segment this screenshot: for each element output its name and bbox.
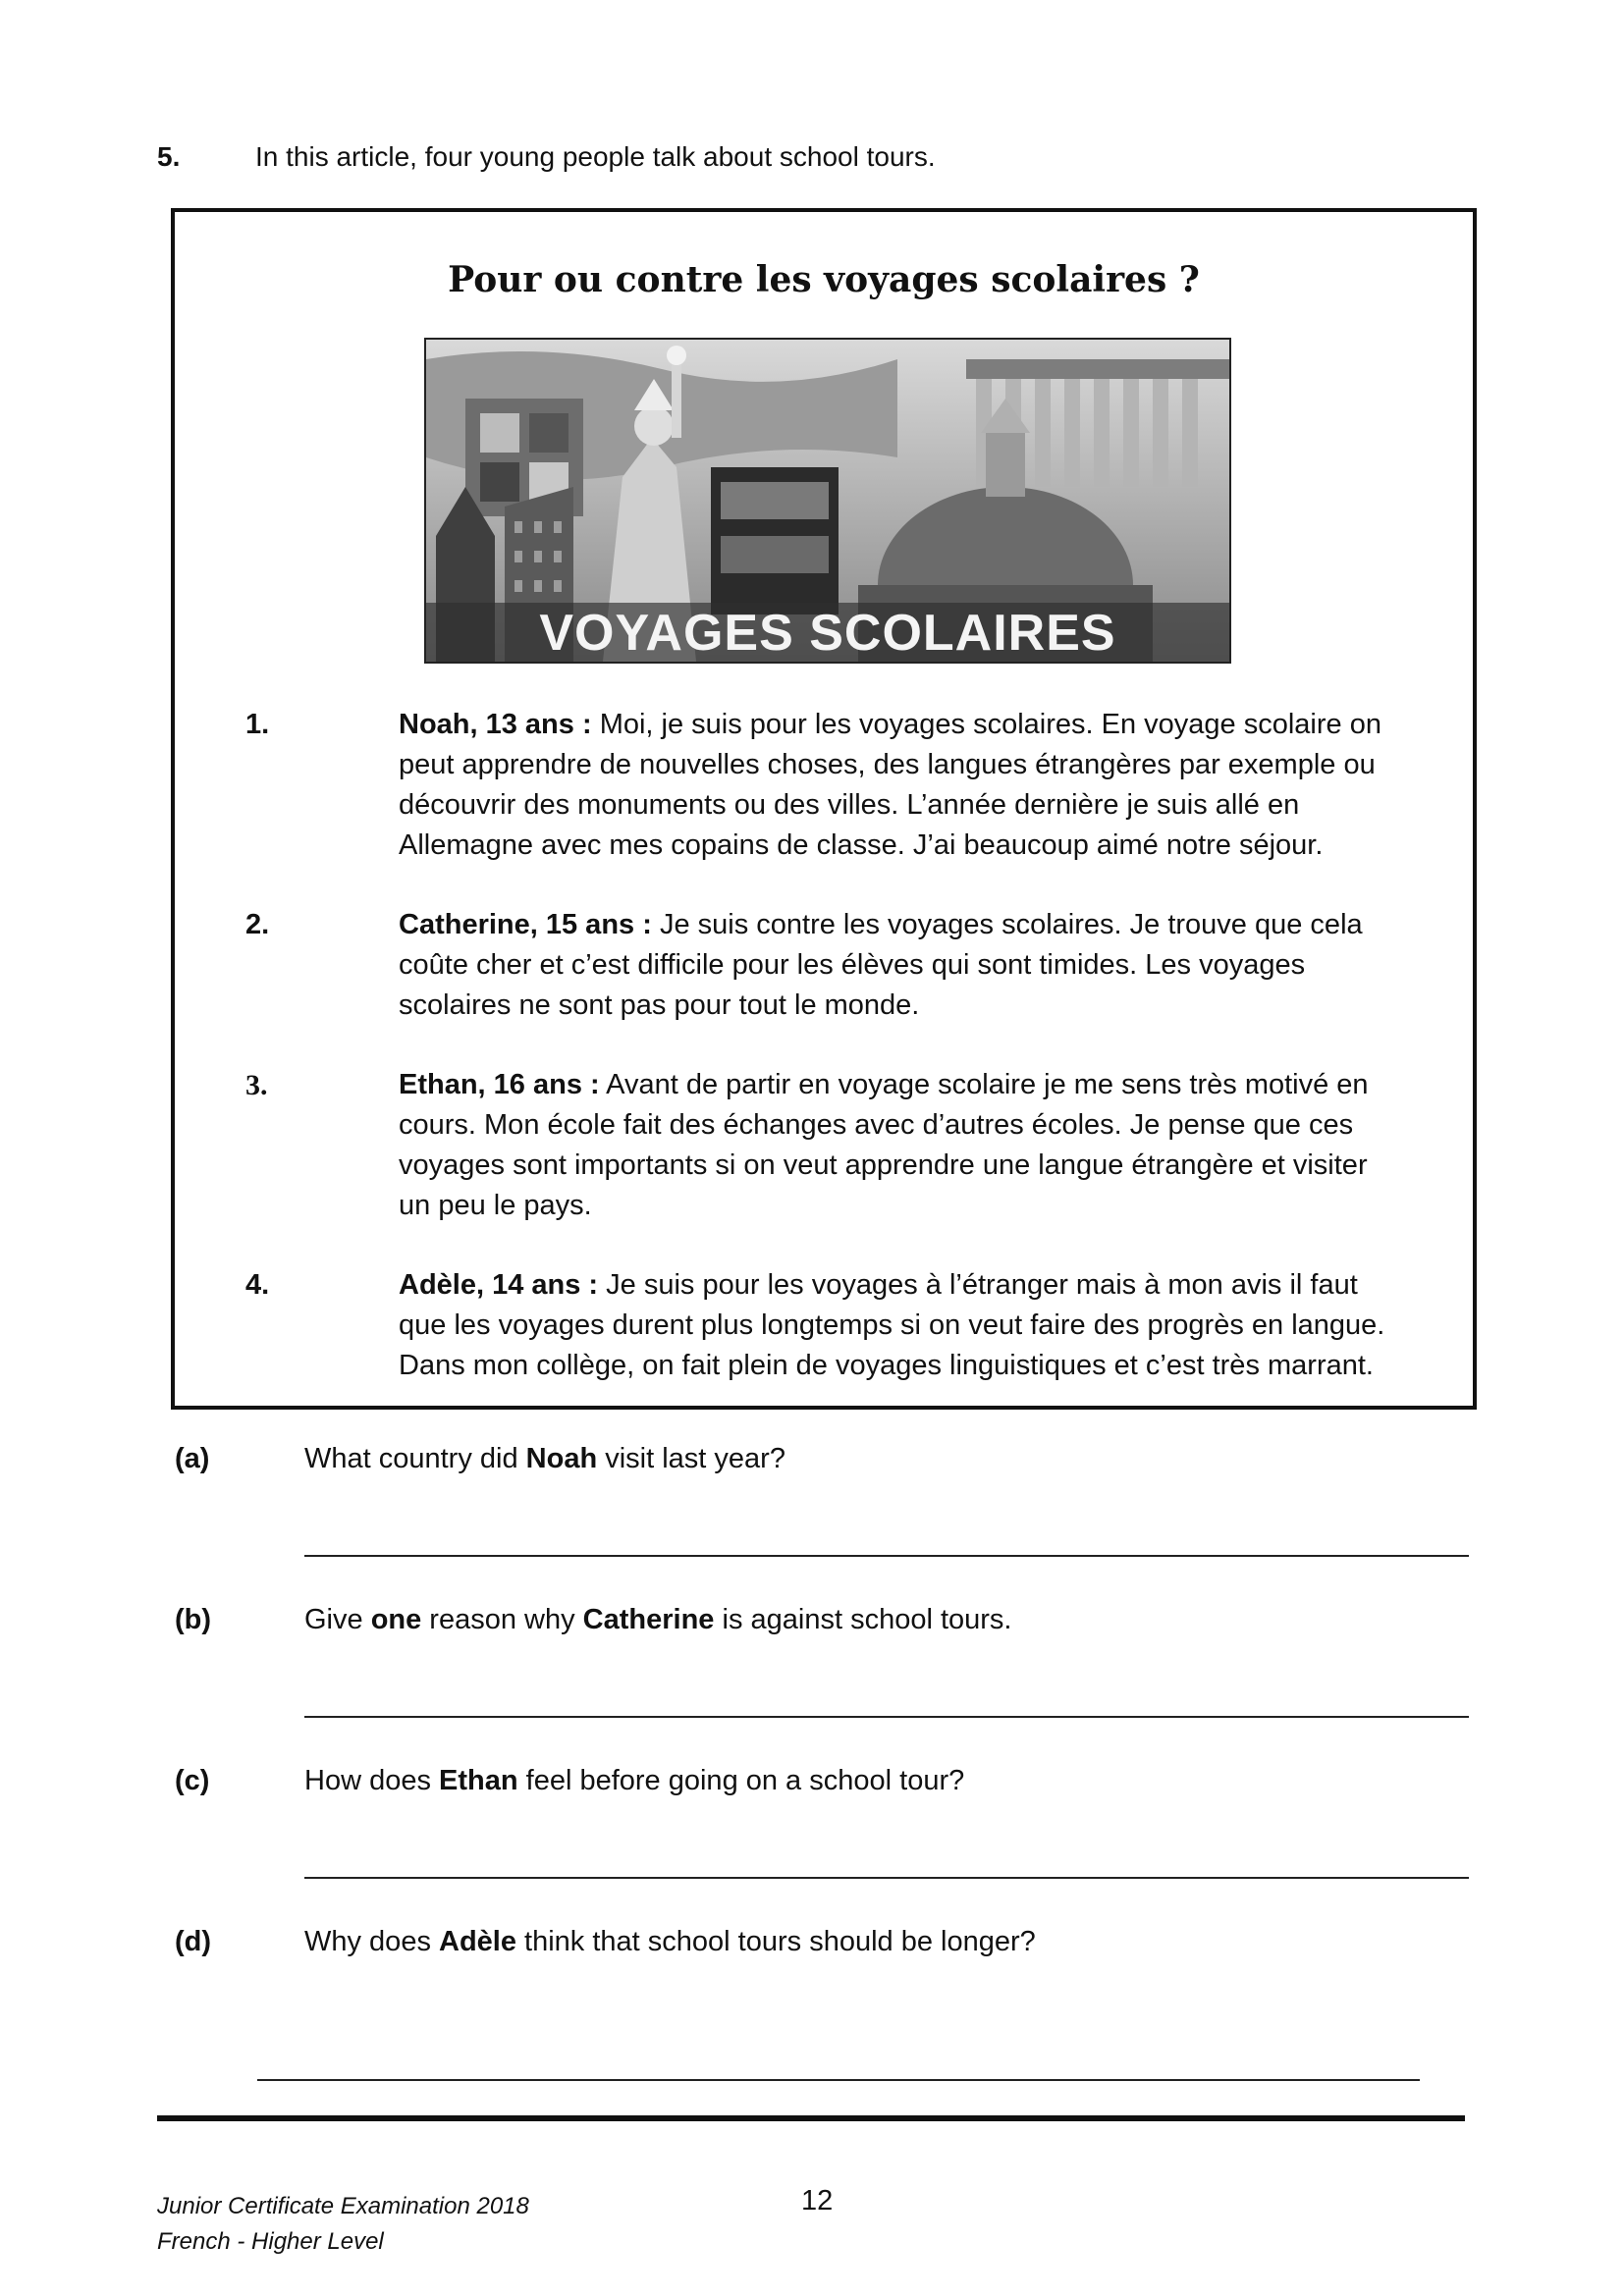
sub-question-letter: (a) (175, 1443, 210, 1474)
footer (157, 2189, 529, 2260)
entry-adele (245, 1265, 1404, 1386)
entry-number: 4. (245, 1269, 270, 1301)
entry-text: Je suis pour les voyages à l’étranger mais à mon avis il faut que les voyages durent plus longtemps si on veut faire des progrès en langue. Dans mon collège, on fait plein de voyages linguistiques et c’est très marrant. (399, 1269, 1385, 1381)
answer-line-d[interactable] (257, 2079, 1420, 2081)
sub-question-letter: (b) (175, 1604, 212, 1635)
entry-speaker: Catherine, 15 ans : (399, 909, 652, 940)
entry-text: Moi, je suis pour les voyages scolaires. En voyage scolaire on peut apprendre de nouvelles choses, des langues étrangères par exemple ou découvrir des monuments ou des villes. L’année dernière je suis allé en Allemagne avec mes copains de classe. J’ai beaucoup aimé notre séjour. (399, 709, 1381, 861)
answer-line-b[interactable] (304, 1716, 1469, 1718)
sub-question-text: What country did Noah visit last year? (304, 1443, 785, 1474)
sub-question-text: Why does Adèle think that school tours should be longer? (304, 1926, 1036, 1957)
question-intro: In this article, four young people talk about school tours. (255, 141, 936, 172)
entry-ethan (245, 1065, 1404, 1226)
entry-text: Avant de partir en voyage scolaire je me sens très motivé en cours. Mon école fait des échanges avec d’autres écoles. Je pense que ces voyages sont importants si on veut apprendre une langue étrangère et visiter un peu le pays. (399, 1069, 1369, 1221)
sub-question-text: Give one reason why Catherine is against school tours. (304, 1604, 1012, 1635)
question-number: 5. (157, 141, 181, 172)
sub-question-text: How does Ethan feel before going on a school tour? (304, 1765, 965, 1796)
footer-subject: French - Higher Level (157, 2228, 384, 2255)
entry-speaker: Ethan, 16 ans : (399, 1069, 600, 1100)
travel-collage-image (424, 338, 1231, 664)
entry-number: 2. (245, 909, 270, 940)
entry-catherine (245, 905, 1404, 1026)
answer-line-a[interactable] (304, 1555, 1469, 1557)
article-box (171, 208, 1477, 1410)
article-title: Pour ou contre les voyages scolaires ? (448, 259, 1200, 300)
sub-question-letter: (d) (175, 1926, 212, 1957)
entry-number: 3. (245, 1069, 268, 1101)
entry-speaker: Adèle, 14 ans : (399, 1269, 599, 1301)
article-entries (245, 705, 1404, 1425)
entry-noah (245, 705, 1404, 866)
entry-number: 1. (245, 709, 270, 740)
page-number: 12 (801, 2185, 834, 2216)
answer-line-c[interactable] (304, 1877, 1469, 1879)
entry-text: Je suis contre les voyages scolaires. Je trouve que cela coûte cher et c’est difficile pour les élèves qui sont timides. Les voyages scolaires ne sont pas pour tout le monde. (399, 909, 1363, 1021)
page-divider (157, 2115, 1465, 2121)
collage-caption: VOYAGES SCOLAIRES (539, 605, 1116, 662)
sub-question-letter: (c) (175, 1765, 210, 1796)
footer-exam: Junior Certificate Examination 2018 (157, 2193, 529, 2219)
entry-speaker: Noah, 13 ans : (399, 709, 592, 740)
collage-graphic (426, 340, 1229, 662)
